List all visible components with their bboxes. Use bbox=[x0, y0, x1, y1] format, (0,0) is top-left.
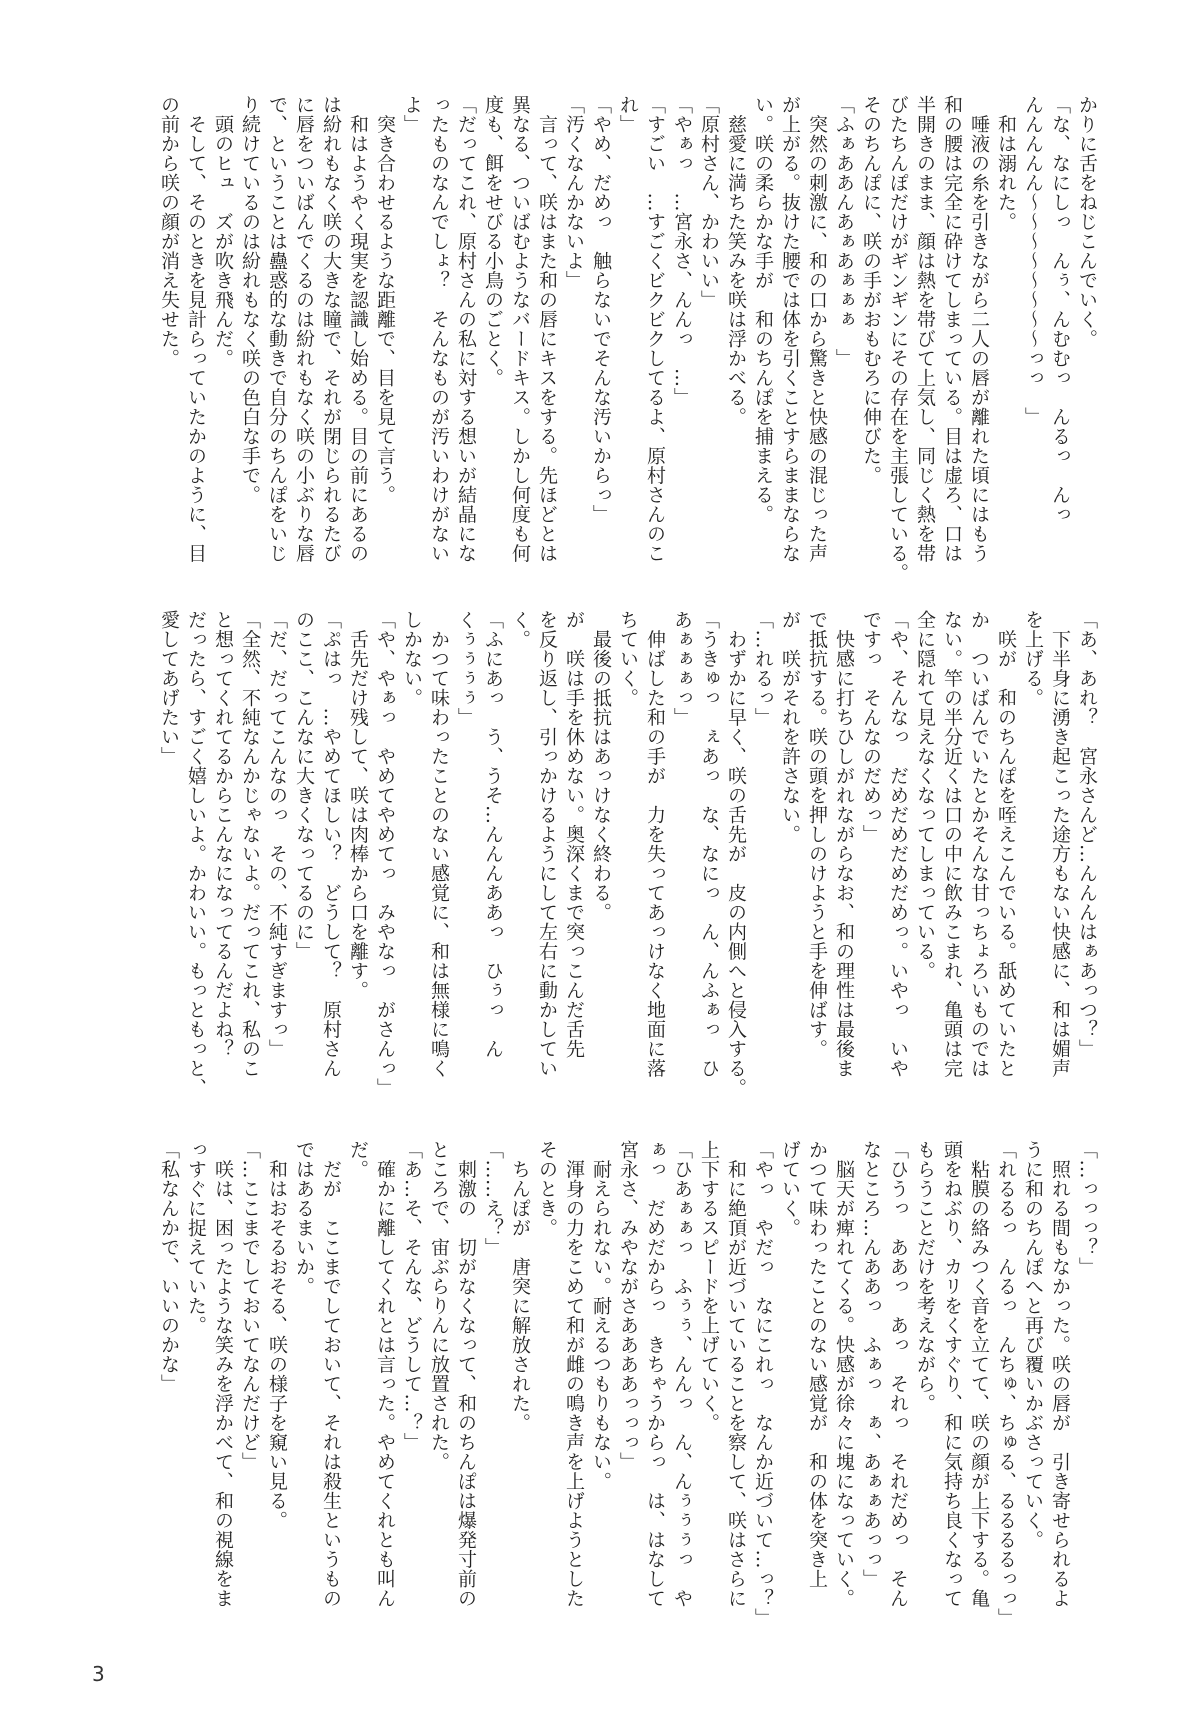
text-line: 言って、咲はまた和の唇にキスをする。先ほどとは bbox=[536, 95, 558, 563]
text-line: 和はようやく現実を認識し始める。目の前にあるの bbox=[347, 95, 369, 563]
text-line: 「…っっっ？」 bbox=[1076, 1140, 1098, 1277]
text-line: 下半身に湧き起こった途方もない快感に、和は媚声 bbox=[1049, 610, 1071, 1078]
text-line: 快感に打ちひしがれながらなお、和の理性は最後ま bbox=[833, 610, 855, 1078]
text-line: を上げる。 bbox=[1022, 610, 1044, 708]
text-line: 「私なんかで、いいのかな」 bbox=[158, 1140, 180, 1394]
text-line: 「や、やぁっ やめてやめてっ みやなっ がさんっ」 bbox=[374, 610, 396, 1098]
text-line: よ」 bbox=[401, 95, 423, 134]
text-line: の前から咲の顔が消え失せた。 bbox=[158, 95, 180, 368]
text-line: 渾身の力をこめて和が雌の鳴き声を上げようとした bbox=[563, 1140, 585, 1608]
text-line: くぅぅぅぅ」 bbox=[455, 610, 477, 727]
text-line: 全に隠れて見えなくなってしまっている。 bbox=[914, 610, 936, 981]
text-line: 頭のヒュ ズが吹き飛んだ。 bbox=[212, 95, 234, 368]
text-line: 上下するスピードを上げていく。 bbox=[698, 1140, 720, 1433]
text-line: 「やっ やだっ なにこれっ なんか近づいて…っ？」 bbox=[752, 1140, 774, 1628]
text-line: そして、そのときを見計らっていたかのように、目 bbox=[185, 95, 207, 563]
text-line: が 咲がそれを許さない。 bbox=[779, 610, 801, 844]
text-line: ですっ そんなのだめっ」 bbox=[860, 610, 882, 844]
text-line: 刺激の 切がなくなって、和のちんぽは爆発寸前の bbox=[455, 1140, 477, 1608]
text-line: だが ここまでしておいて、それは殺生というもの bbox=[320, 1140, 342, 1608]
text-line: 確かに離してくれとは言った。やめてくれとも叫ん bbox=[374, 1140, 396, 1608]
text-line: 「全然、不純なんかじゃないよ。だってこれ、私のこ bbox=[239, 610, 261, 1078]
text-line: 半開きのまま、顔は熱を帯びて上気し、同じく熱を帯 bbox=[914, 95, 936, 563]
text-line: 「だってこれ、原村さんの私に対する想いが結晶にな bbox=[455, 95, 477, 563]
text-line: 「ふにあっ う、うそ…んんんああっ ひぅっ ん bbox=[482, 610, 504, 1059]
text-line: んんんんん～～～～～～～～っっ 」 bbox=[1022, 95, 1044, 427]
text-line: 突き合わせるような距離で、目を見て言う。 bbox=[374, 95, 396, 505]
text-line: い。咲の柔らかな手が 和のちんぽを捕まえる。 bbox=[752, 95, 774, 524]
text-line: 「汚くなんかないよ」 bbox=[563, 95, 585, 290]
text-line: 「やぁっ …宮永さ、んんっ …」 bbox=[671, 95, 693, 407]
text-line: なところ…んああっ ふぁっ ぁ、あぁぁあっっ」 bbox=[860, 1140, 882, 1589]
text-line: れ」 bbox=[617, 95, 639, 134]
text-line: 和はおそるおそる、咲の様子を窺い見る。 bbox=[266, 1140, 288, 1530]
text-line: かつて味わったことのない感覚が 和の体を突き上 bbox=[806, 1140, 828, 1589]
text-line: ったものなんでしょ？ そんなものが汚いわけがない bbox=[428, 95, 450, 563]
text-line: 異なる、ついばむようなバードキス。しかし何度も何 bbox=[509, 95, 531, 563]
text-line: だったら、すごく嬉しいよ。かわいい。もっともっと、 bbox=[185, 610, 207, 1098]
text-line: 愛してあげたい」 bbox=[158, 610, 180, 766]
text-line: 脳天が痺れてくる。快感が徐々に塊になっていく。 bbox=[833, 1140, 855, 1608]
text-line: で、ということは蠱惑的な動きで自分のちんぽをいじ bbox=[266, 95, 288, 563]
text-line: と想ってくれてるからこんなになってるんだよね？ bbox=[212, 610, 234, 1059]
text-line: 「ひうっ ああっ あっ それっ それだめっ そん bbox=[887, 1140, 909, 1608]
text-line: 唾液の糸を引きながら二人の唇が離れた頃にはもう bbox=[968, 95, 990, 563]
text-line: 和は溺れた。 bbox=[995, 95, 1017, 232]
text-line: 耐えられない。耐えるつもりもない。 bbox=[590, 1140, 612, 1491]
text-line: 「や、そんなっ だめだめだめだめっ。いやっ いや bbox=[887, 610, 909, 1078]
text-line: 「ふぁああんあぁあぁぁぁ 」 bbox=[833, 95, 855, 368]
text-block-middle bbox=[158, 610, 1100, 1120]
text-line: 度も、餌をせびる小鳥のごとく。 bbox=[482, 95, 504, 388]
text-line: 宮永さ、みやながさああああっっっ」 bbox=[617, 1140, 639, 1472]
text-line: 和に絶頂が近づいていることを察して、咲はさらに bbox=[725, 1140, 747, 1608]
text-line: 「……え？」 bbox=[482, 1140, 504, 1257]
text-line: のここ、こんなに大きくなってるのに」 bbox=[293, 610, 315, 961]
text-line: 「原村さん、かわいい」 bbox=[698, 95, 720, 310]
text-line: うに和のちんぽへと再び覆いかぶさっていく。 bbox=[1022, 1140, 1044, 1550]
text-line: かりに舌をねじこんでいく。 bbox=[1076, 95, 1098, 349]
text-line: ぁっ だめだからっ きちゃうからっ は、はなして bbox=[644, 1140, 666, 1608]
text-line: 「すごい …すごくビクビクしてるよ、原村さんのこ bbox=[644, 95, 666, 563]
text-line: 「…れるっ」 bbox=[752, 610, 774, 727]
text-line: 「ひあぁぁっ ふぅぅ、んんっ ん、んぅぅぅっ や bbox=[671, 1140, 693, 1608]
text-line: か ついばんでいたとかそんな甘っちょろいものでは bbox=[968, 610, 990, 1078]
text-line: ちていく。 bbox=[617, 610, 639, 708]
text-block-top bbox=[158, 95, 1100, 585]
text-line: 粘膜の絡みつく音を立てて、咲の顔が上下する。亀 bbox=[968, 1140, 990, 1608]
text-line: びたちんぽだけがギンギンにその存在を主張している。 bbox=[887, 95, 909, 583]
text-line: そのとき。 bbox=[536, 1140, 558, 1238]
text-line: 「…ここまでしておいてなんだけど」 bbox=[239, 1140, 261, 1472]
text-line: 咲は、困ったような笑みを浮かべて、和の視線をま bbox=[212, 1140, 234, 1608]
text-line: しかない。 bbox=[401, 610, 423, 708]
text-line: 「あ、あれ？ 宮永さんど…んんんはぁあっつ？」 bbox=[1076, 610, 1098, 1059]
text-line: に唇をついばんでくるのは紛れもなく咲の小ぶりな唇 bbox=[293, 95, 315, 563]
text-line: 「な、なにしっ んぅ、んむむっ んるっ んっ bbox=[1049, 95, 1071, 524]
text-line: っすぐに捉えていた。 bbox=[185, 1140, 207, 1335]
text-line: ところで、宙ぶらりんに放置された。 bbox=[428, 1140, 450, 1472]
text-line: ない。竿の半分近くは口の中に飲みこまれ、亀頭は完 bbox=[941, 610, 963, 1078]
text-line: わずかに早く、咲の舌先が 皮の内側へと侵入する。 bbox=[725, 610, 747, 1098]
text-line: 頭をねぶり、カリをくすぐり、和に気持ち良くなって bbox=[941, 1140, 963, 1608]
text-line: 「だ、だってこんなのっ その、不純すぎますっ」 bbox=[266, 610, 288, 1059]
text-line: は紛れもなく咲の大きな瞳で、それが閉じられるたび bbox=[320, 95, 342, 563]
text-line: が上がる。抜けた腰では体を引くことすらままならな bbox=[779, 95, 801, 563]
text-line: だ。 bbox=[347, 1140, 369, 1179]
text-line: 照れる間もなかった。咲の唇が 引き寄せられるよ bbox=[1049, 1140, 1071, 1608]
text-line: 「れるるっ んるっ んちゅ、ちゅる、るるるるっっ」 bbox=[995, 1140, 1017, 1628]
text-line: げていく。 bbox=[779, 1140, 801, 1238]
text-line: ちんぽが 唐突に解放された。 bbox=[509, 1140, 531, 1433]
text-line: 咲が 和のちんぽを咥えこんでいる。舐めていたと bbox=[995, 610, 1017, 1078]
text-line: 「あ…そ、そんな、どうして…？」 bbox=[401, 1140, 423, 1452]
text-line: あぁぁぁっ」 bbox=[671, 610, 693, 727]
text-line: 舌先だけ残して、咲は肉棒から口を離す。 bbox=[347, 610, 369, 1000]
text-line: もらうことだけを考えながら。 bbox=[914, 1140, 936, 1413]
text-line: 突然の刺激に、和の口から驚きと快感の混じった声 bbox=[806, 95, 828, 563]
text-line: を反り返し、引っかけるようにして左右に動かしてい bbox=[536, 610, 558, 1078]
text-line: 和の腰は完全に砕けてしまっている。目は虚ろ、口は bbox=[941, 95, 963, 563]
text-line: そのちんぽに、咲の手がおもむろに伸びた。 bbox=[860, 95, 882, 485]
text-line: 「うきゅっ ぇあっ な、なにっ ん、んふぁっ ひ bbox=[698, 610, 720, 1078]
text-line: が 咲は手を休めない。奥深くまで突っこんだ舌先 bbox=[563, 610, 585, 1059]
text-line: 「ぷはっ …やめてほしい？ どうして？ 原村さん bbox=[320, 610, 342, 1078]
text-line: かつて味わったことのない感覚に、和は無様に鳴く bbox=[428, 610, 450, 1078]
text-line: 最後の抵抗はあっけなく終わる。 bbox=[590, 610, 612, 922]
text-line: り続けているのは紛れもなく咲の色白な手で。 bbox=[239, 95, 261, 505]
text-line: ではあるまいか。 bbox=[293, 1140, 315, 1296]
text-line: で抵抗する。咲の頭を押しのけようと手を伸ばす。 bbox=[806, 610, 828, 1059]
text-block-bottom bbox=[158, 1140, 1100, 1650]
text-line: 「やめ、だめっ 触らないでそんな汚いからっ」 bbox=[590, 95, 612, 524]
text-line: 伸ばした和の手が 力を失ってあっけなく地面に落 bbox=[644, 610, 666, 1078]
text-line: く。 bbox=[509, 610, 531, 649]
page-number: 3 bbox=[92, 1662, 105, 1686]
text-line: 慈愛に満ちた笑みを咲は浮かべる。 bbox=[725, 95, 747, 427]
